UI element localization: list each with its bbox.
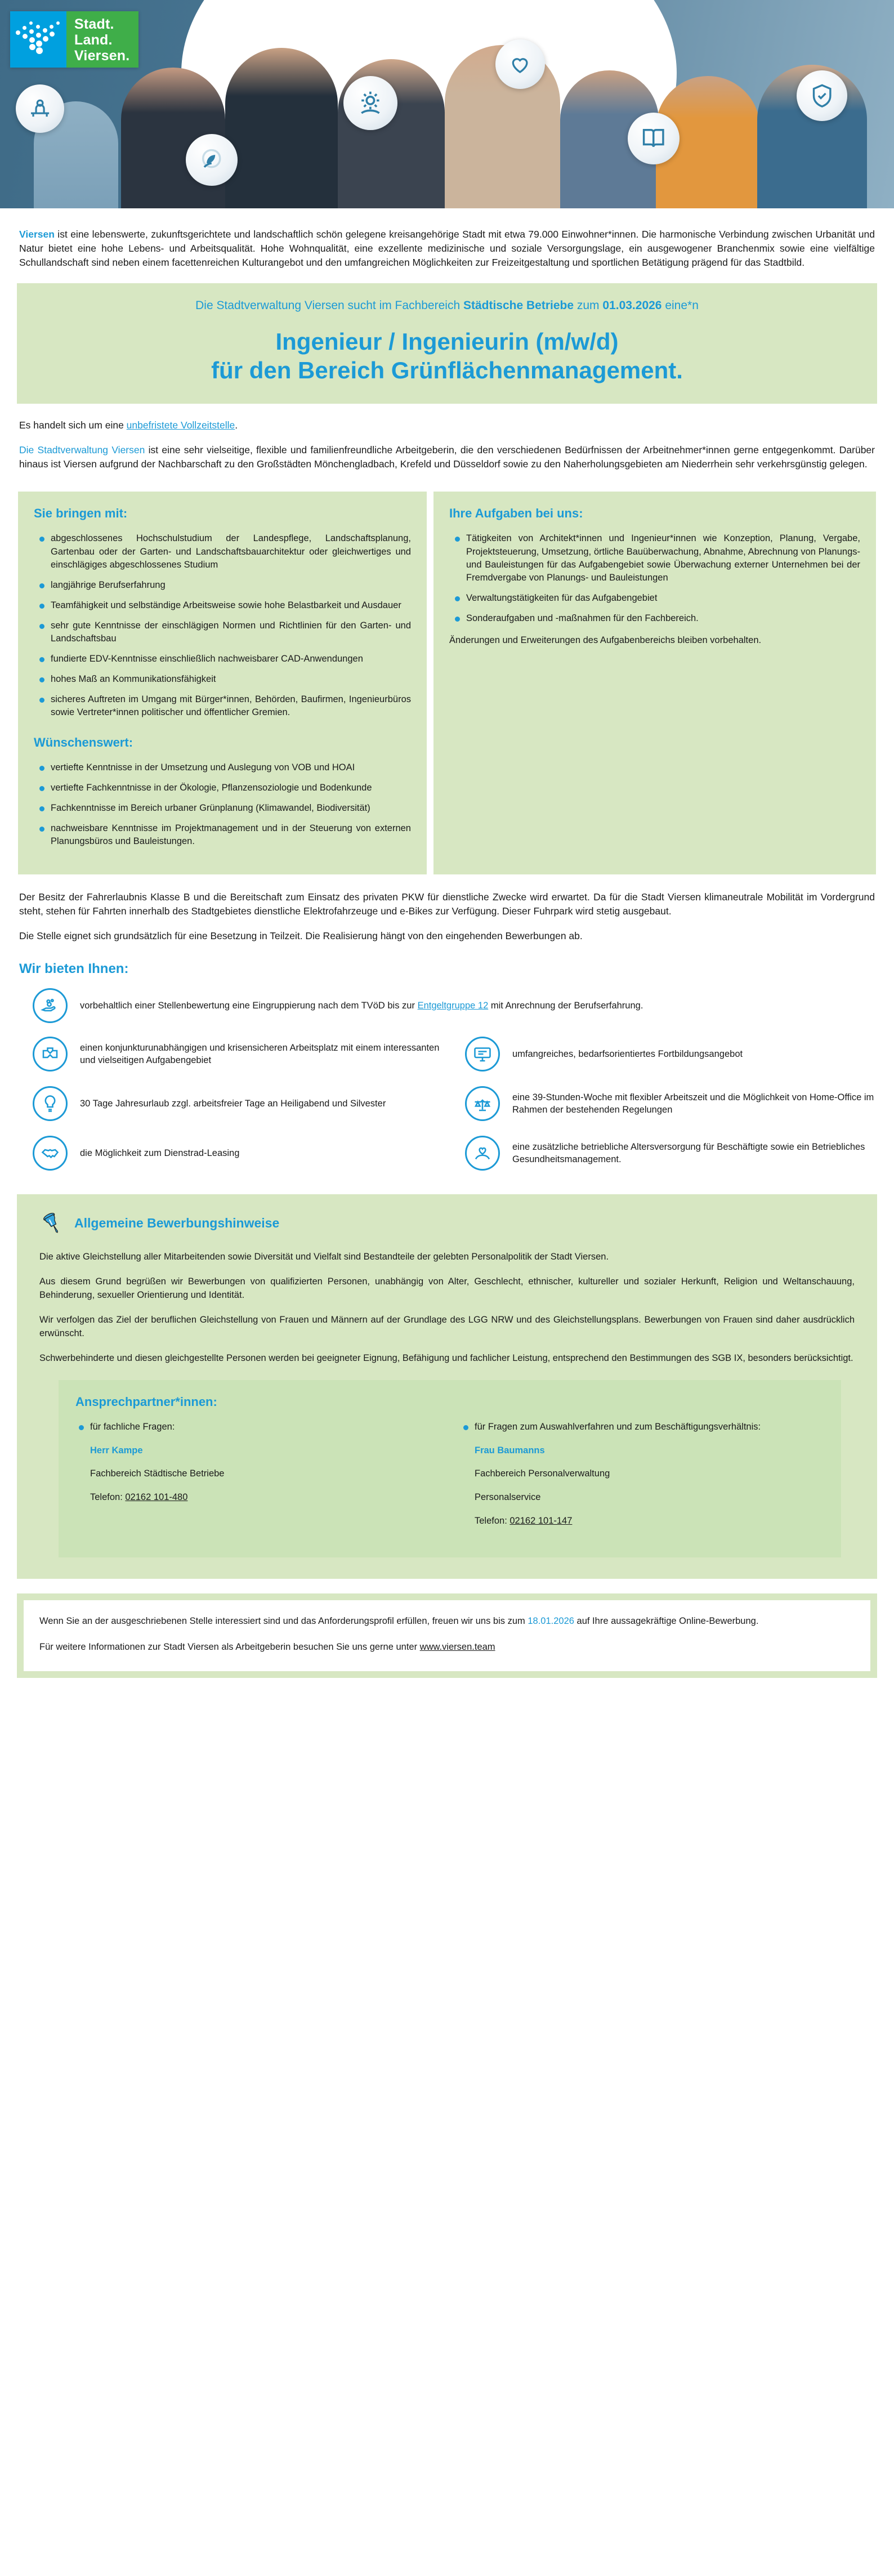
offer-item <box>465 1136 875 1171</box>
contact-department: Fachbereich Städtische Betriebe <box>90 1468 225 1479</box>
tasks-panel <box>433 492 876 874</box>
lightbulb-calendar-icon <box>33 1086 68 1121</box>
apply-deadline-paragraph <box>39 1615 855 1628</box>
offer-text: eine zusätzliche betriebliche Altersversorgung für Beschäftigte sowie ein Betriebliches Gesundheitsmanagement. <box>512 1141 865 1165</box>
band-mid: zum <box>574 298 603 312</box>
department-name: Städtische Betriebe <box>463 298 574 312</box>
contact-lead: für Fragen zum Auswahlverfahren und zum Beschäftigungsverhältnis: <box>460 1421 824 1434</box>
list-item: nachweisbare Kenntnisse im Projektmanagement und in der Steuerung von externen Planungsbüros und Bauleistungen. <box>34 822 411 848</box>
tasks-note: Änderungen und Erweiterungen des Aufgabenbereichs bleiben vorbehalten. <box>449 635 762 646</box>
job-subline <box>38 298 856 314</box>
contact-phone-row <box>75 1491 440 1504</box>
offer-featured-text <box>80 999 643 1012</box>
desirable-list <box>34 761 411 848</box>
phone-label: Telefon: <box>475 1516 510 1526</box>
footer-pre: Wenn Sie an der ausgeschriebenen Stelle interessiert sind und das Anforderungsprofil erfüllen, freuen wir uns bis zum <box>39 1616 528 1627</box>
contacts-columns <box>75 1421 824 1539</box>
viersen-dot-v-logo-mark <box>10 11 66 68</box>
hero-banner <box>0 0 894 208</box>
contact-department: Fachbereich Personalverwaltung <box>475 1468 610 1479</box>
requirements-panel <box>18 492 427 874</box>
more-info-paragraph <box>39 1641 855 1654</box>
tasks-list <box>449 532 860 625</box>
footer-post: auf Ihre aussagekräftige Online-Bewerbung. <box>574 1616 759 1627</box>
logo-line-2: Land. <box>74 32 113 48</box>
offer-post: mit Anrechnung der Berufserfahrung. <box>488 1000 643 1011</box>
list-item: sehr gute Kenntnisse der einschlägigen Normen und Richtlinien für den Garten- und Landschaftsbau <box>34 619 411 645</box>
list-item: Verwaltungstätigkeiten für das Aufgabengebiet <box>449 592 860 605</box>
heart-hand-icon <box>495 39 545 89</box>
careers-website-link[interactable]: www.viersen.team <box>419 1642 495 1653</box>
application-notes-panel <box>17 1194 877 1579</box>
offer-text: 30 Tage Jahresurlaub zzgl. arbeitsfreier Tage an Heiligabend und Silvester <box>80 1098 386 1109</box>
desirable-heading: Wünschenswert: <box>34 735 133 749</box>
offer-item <box>465 1037 875 1072</box>
application-notes-title: Allgemeine Bewerbungshinweise <box>74 1215 280 1230</box>
offers-grid <box>0 1033 894 1185</box>
list-item: fundierte EDV-Kenntnisse einschließlich nachweisbarer CAD-Anwendungen <box>34 653 411 666</box>
employment-type-paragraph <box>19 418 875 432</box>
band-post: eine*n <box>661 298 699 312</box>
logo-line-3: Viersen. <box>74 48 130 64</box>
hand-coins-icon <box>33 988 68 1023</box>
heart-hands-icon <box>465 1136 500 1171</box>
job-title-line-2: für den Bereich Grünflächenmanagement. <box>211 357 683 384</box>
application-deadline: 18.01.2026 <box>528 1616 574 1627</box>
page-title <box>38 327 856 385</box>
start-date: 01.03.2026 <box>602 298 662 312</box>
offers-heading: Wir bieten Ihnen: <box>19 961 129 977</box>
offer-pre: vorbehaltlich einer Stellenbewertung eine Eingruppierung nach dem TVöD bis zur <box>80 1000 418 1011</box>
employer-link[interactable]: Die Stadtverwaltung Viersen <box>19 444 145 456</box>
p2-rest: ist eine sehr vielseitige, flexible und familienfreundliche Arbeitgeberin, die den verschiedenen Bedürfnissen der Arbeitnehmer*innen gerne entgegenkommt. Darüber hinaus ist Viersen aufgrund der Nachbarschaft zu den Großstädten Mönchengladbach, Krefeld und Düsseldorf sowie zu den Naherholungsgebieten am Niederrhein sehr verkehrsgünstig gelegen. <box>19 444 875 470</box>
handshake-icon <box>33 1136 68 1171</box>
contacts-heading: Ansprechpartner*innen: <box>75 1394 217 1409</box>
driving-licence-section <box>0 874 894 943</box>
logo-line-1: Stadt. <box>74 16 114 32</box>
job-title-line-1: Ingenieur / Ingenieurin (m/w/d) <box>275 328 619 355</box>
pushpin-icon <box>39 1210 65 1236</box>
requirements-heading: Sie bringen mit: <box>34 506 128 521</box>
footer-info-pre: Für weitere Informationen zur Stadt Viersen als Arbeitgeberin besuchen Sie uns gerne unter <box>39 1642 420 1653</box>
contact-service: Personalservice <box>475 1492 541 1503</box>
requirements-tasks-columns <box>0 481 894 874</box>
offer-text: einen konjunkturunabhängigen und krisensicheren Arbeitsplatz mit einem interessanten und vielseitigen Aufgabengebiet <box>80 1042 440 1066</box>
parttime-paragraph: Die Stelle eignet sich grundsätzlich für eine Besetzung in Teilzeit. Die Realisierung hängt von den eingehenden Bewerbungen ab. <box>19 930 583 941</box>
list-item: Tätigkeiten von Architekt*innen und Ingenieur*innen wie Konzeption, Planung, Vergabe, Projektsteuerung, Umsetzung, örtliche Bauüberwachung, Abnahme, Abrechnung von Planungs- und Bauleistungen für das Aufgabengebiet sowie Überwachung externer Unternehmen bei der Fremdvergabe von Planungs- und Bauleistungen <box>449 532 860 584</box>
pay-grade-link[interactable]: Entgeltgruppe 12 <box>417 1000 489 1011</box>
offer-featured <box>0 988 894 1033</box>
list-item: Sonderaufgaben und -maßnahmen für den Fachbereich. <box>449 612 860 625</box>
intro-paragraph <box>0 208 894 275</box>
band-pre: Die Stadtverwaltung Viersen sucht im Fachbereich <box>195 298 463 312</box>
footer-outer <box>17 1593 877 1678</box>
contact-hr <box>460 1421 824 1539</box>
logo-wordmark <box>66 11 138 68</box>
offer-item <box>33 1037 442 1072</box>
contacts-panel <box>59 1380 841 1558</box>
job-title-band <box>17 283 877 404</box>
viersen-logo[interactable] <box>10 11 138 68</box>
offer-text: umfangreiches, bedarfsorientiertes Fortbildungsangebot <box>512 1048 743 1059</box>
driving-licence-paragraph: Der Besitz der Fahrerlaubnis Klasse B und die Bereitschaft zum Einsatz des privaten PKW für dienstliche Zwecke wird erwartet. Da für die Stadt Viersen klimaneutrale Mobilität im Vordergrund steht, stehen für Fahrten innerhalb des Stadtgebietes dienstliche Elektrofahrzeuge und e-Bikes zur Verfügung. Dieser Fuhrpark wird stetig ausgebaut. <box>19 891 875 917</box>
list-item: hohes Maß an Kommunikationsfähigkeit <box>34 673 411 686</box>
clock-balance-icon <box>465 1086 500 1121</box>
notes-paragraph: Aus diesem Grund begrüßen wir Bewerbungen von qualifizierten Personen, unabhängig von Alter, Geschlecht, ethnischer, kultureller und sozialer Herkunft, Religion und Weltanschauung, Behinderung, sexueller Orientierung und Identität. <box>39 1276 855 1300</box>
contact-name: Frau Baumanns <box>475 1445 545 1456</box>
employment-type-link[interactable]: unbefristete Vollzeitstelle <box>126 419 235 431</box>
contact-name: Herr Kampe <box>90 1445 143 1456</box>
phone-label: Telefon: <box>90 1492 126 1503</box>
application-notes-header <box>39 1210 855 1236</box>
list-item: sicheres Auftreten im Umgang mit Bürger*innen, Behörden, Baufirmen, Ingenieurbüros sowie Vertreter*innen politischer und öffentlicher Gremien. <box>34 693 411 719</box>
intro-text: ist eine lebenswerte, zukunftsgerichtete und landschaftlich schön gelegene kreisangehörige Stadt mit etwa 79.000 Einwohner*innen. Die harmonische Verbindung zwischen Urbanität und Natur bietet eine hohe Lebens- und Arbeitsqualität. Hohe Wohnqualität, eine exzellente medizinische und soziale Versorgungslage, ein ausgewogener Branchenmix sowie eine vielfältige Schullandschaft sind neben einem facettenreichen Kulturangebot und den umfangreichen Möglichkeiten zur Freizeitgestaltung und sportlichen Betätigung prägend für das Stadtbild. <box>19 229 875 268</box>
employer-paragraph <box>19 443 875 472</box>
requirements-list <box>34 532 411 719</box>
list-item: vertiefte Kenntnisse in der Umsetzung und Auslegung von VOB und HOAI <box>34 761 411 774</box>
list-item: Teamfähigkeit und selbständige Arbeitsweise sowie hohe Belastbarkeit und Ausdauer <box>34 599 411 612</box>
offer-item <box>465 1086 875 1121</box>
notes-paragraph: Die aktive Gleichstellung aller Mitarbeitenden sowie Diversität und Vielfalt sind Bestandteile der gelebten Personalpolitik der Stadt Viersen. <box>39 1252 609 1262</box>
employment-type-section <box>0 404 894 471</box>
list-item: vertiefte Fachkenntnisse in der Ökologie, Pflanzensoziologie und Bodenkunde <box>34 782 411 794</box>
apply-footer-box <box>24 1600 870 1671</box>
notes-paragraph: Schwerbehinderte und diesen gleichgestellte Personen werden bei geeigneter Eignung, Befähigung und fachlicher Leistung, entsprechend den Bestimmungen des SGB IX, besonders berücksichtigt. <box>39 1352 853 1363</box>
phone-number[interactable]: 02162 101-147 <box>509 1516 573 1526</box>
contact-technical <box>75 1421 440 1539</box>
list-item: langjährige Berufserfahrung <box>34 579 411 592</box>
monitor-training-icon <box>465 1037 500 1072</box>
handshake-puzzle-icon <box>33 1037 68 1072</box>
desk-person-icon <box>16 84 64 133</box>
offer-text: eine 39-Stunden-Woche mit flexibler Arbeitszeit und die Möglichkeit von Home-Office im Rahmen der bestehenden Regelungen <box>512 1092 874 1115</box>
shield-icon <box>797 70 847 121</box>
contact-lead: für fachliche Fragen: <box>75 1421 440 1434</box>
offer-text: die Möglichkeit zum Dienstrad-Leasing <box>80 1148 240 1158</box>
tasks-heading: Ihre Aufgaben bei uns: <box>449 506 583 521</box>
list-item: abgeschlossenes Hochschulstudium der Landespflege, Landschaftsplanung, Gartenbau oder der Garten- und Landschaftsbauarchitektur oder gleichwertiges und einschlägiges abgeschlossenes Studium <box>34 532 411 571</box>
offer-item <box>33 1086 442 1121</box>
p1-pre: Es handelt sich um eine <box>19 419 127 431</box>
p1-post: . <box>235 419 238 431</box>
leaf-hand-icon <box>186 134 238 186</box>
list-item: Fachkenntnisse im Bereich urbaner Grünplanung (Klimawandel, Biodiversität) <box>34 802 411 815</box>
notes-paragraph: Wir verfolgen das Ziel der beruflichen Gleichstellung von Frauen und Männern auf der Grundlage des LGG NRW und des Gleichstellungsplans. Bewerbungen von Frauen sind daher ausdrücklich erwünscht. <box>39 1314 855 1338</box>
gear-hand-icon <box>343 76 397 130</box>
phone-number[interactable]: 02162 101-480 <box>125 1492 188 1503</box>
contact-phone-row <box>460 1515 824 1528</box>
book-icon <box>628 113 680 164</box>
offer-item <box>33 1136 442 1171</box>
city-name: Viersen <box>19 229 55 240</box>
